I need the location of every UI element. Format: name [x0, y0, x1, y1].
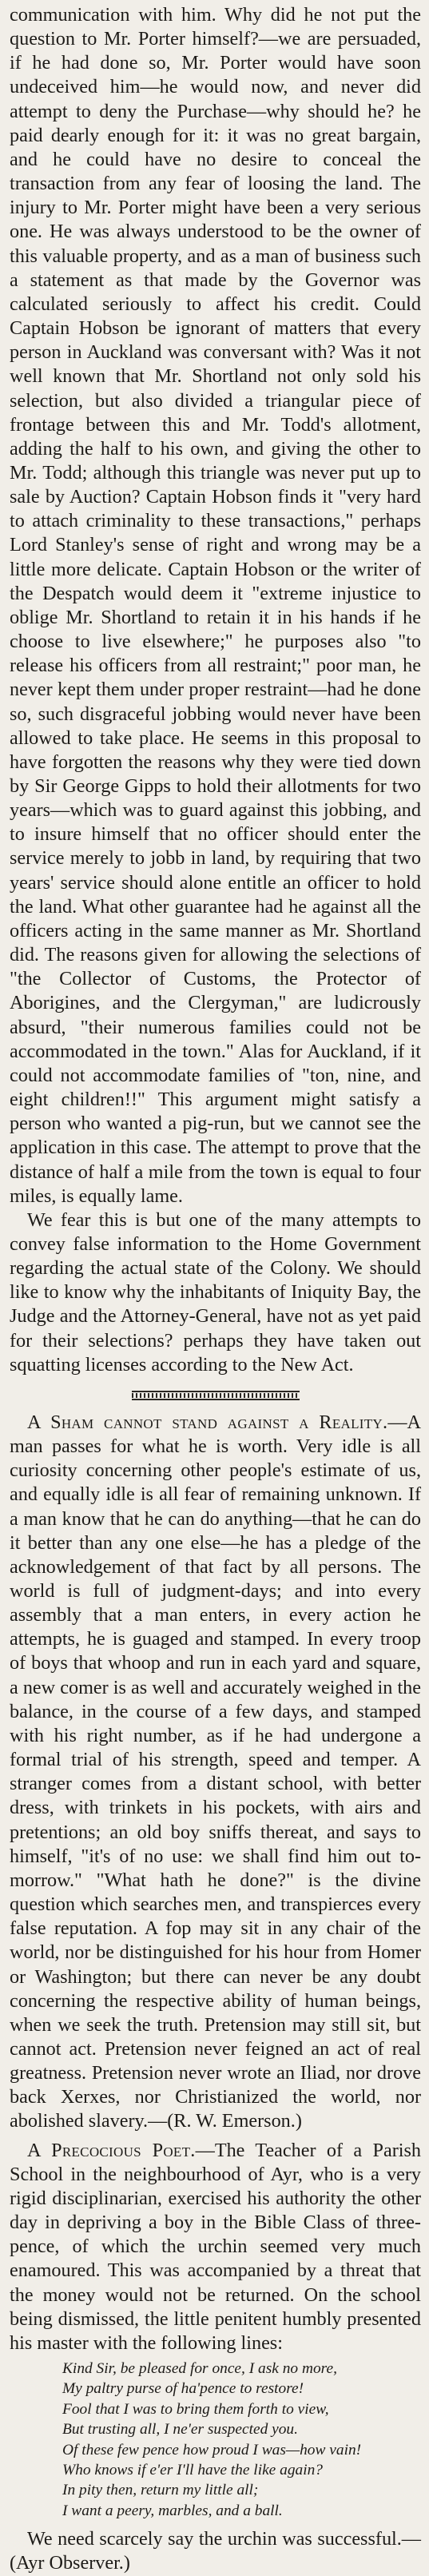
article-sham-reality	[10, 1411, 421, 2134]
poem-line: Kind Sir, be pleased for once, I ask no more,	[62, 2360, 337, 2377]
article-heading: A Precocious Poet.	[27, 2139, 196, 2161]
article-paragraph	[10, 2139, 421, 2355]
article-body: —The Teacher of a Parish School in the neighbourhood of Ayr, who is a very rigid disciplinarian, exercised his authority the other day in depriving a boy in the Bible Class of three-pence, of which the urchin seemed very much enamoured. This was accompanied by a threat that the money would not be returned. On the school being dismissed, the little penitent humbly presented his master with the following lines:	[10, 2139, 421, 2354]
article-heading: A Sham cannot stand against a Reality.	[27, 1411, 388, 1433]
article-paragraph: communication with him. Why did he not put the question to Mr. Porter himself?—we are persuaded, if he had done so, Mr. Porter would have soon undeceived him—he would now, and never did attempt to deny the Purchase—why should he? he paid dearly enough for it: it was no great bargain, and he could have no desire to conceal the transaction from any fear of loosing the land. The injury to Mr. Porter might have been a very serious one. He was always understood to be the owner of this valuable property, and as a man of business such a statement as that made by the Governor was calculated seriously to affect his credit. Could Captain Hobson be ignorant of matters that every person in Auckland was conversant with? Was it not well known that Mr. Shortland not only sold his selection, but also divided a triangular piece of frontage between this and Mr. Todd's allotment, adding the half to his own, and giving the other to Mr. Todd; although this triangle was never put up to sale by Auction? Captain Hobson finds it "very hard to attach criminality to these transactions," perhaps Lord Stanley's sense of right and wrong may be a little more delicate. Captain Hobson or the writer of the Despatch would deem it "extreme injustice to oblige Mr. Shortland to retain it in his hands if he choose to live elsewhere;" he purposes also "to release his officers from all restraint;" poor man, he never kept them under proper restraint—had he done so, such disgraceful jobbing would never have been allowed to take place. He seems in this proposal to have forgotten the reasons why they were tied down by Sir George Gipps to hold their allotments for two years—which was to guard against this jobbing, and to insure himself that no officer should enter the service merely to jobb in land, by requiring that two years' service should alone entitle an officer to hold the land. What other guarantee had he against all the officers acting in the same manner as Mr. Shortland did. The reasons given for allowing the selections of "the Collector of Customs, the Protector of Aborigines, and the Clergyman," are ludicrously absurd, "their numerous families could not be accommodated in the town." Alas for Auckland, if it could not accommodate families of "ton, nine, and eight children!!" This argument might satisfy a person who wanted a pig-run, but we cannot see the application in this case. The attempt to prove that the distance of half a mile from the town is equal to four miles, is equally lame.	[10, 4, 421, 1207]
poem-line: But trusting all, I ne'er suspected you.	[62, 2421, 298, 2439]
poem-line: In pity then, return my little all;	[62, 2482, 259, 2499]
article-paragraph: We fear this is but one of the many attempts to convey false information to the Home Government regarding the actual state of the Colony. We should like to know why the inhabitants of Iniquity Bay, the Judge and the Attorney-General, have not as yet paid for their selections? perhaps they have taken out squatting licenses according to the New Act.	[10, 1208, 421, 1376]
poem-line: Of these few pence how proud I was—how vain!	[62, 2441, 362, 2459]
poem	[62, 2359, 421, 2521]
poem-line: I want a peery, marbles, and a ball.	[62, 2502, 283, 2519]
poem-line: My paltry purse of ha'pence to restore!	[62, 2380, 304, 2398]
poem-line: Who knows if e'er I'll have the like again?	[62, 2462, 324, 2479]
article-body: —A man passes for what he is worth. Very idle is all curiosity concerning other people's estimate of us, and equally idle is all fear of remaining unknown. If a man know that he can do anything—that he can do it better than any one else—he has a pledge of the acknowledgement of that fact by all persons. The world is full of judgment-days; and into every assembly that a man enters, in every action he attempts, he is guaged and stamped. In every troop of boys that whoop and run in each yard and square, a new comer is as well and accurately weighed in the balance, in the course of a few days, and stamped with his right number, as if he had undergone a formal trial of his strength, speed and temper. A stranger comes from a distant school, with better dress, with trinkets in his pockets, with airs and pretentions; an old boy sniffs thereat, and says to himself, "it's of no use: we shall find him out to-morrow." "What hath he done?" is the divine question which searches men, and transpierces every false reputation. A fop may sit in any chair of the world, nor be distinguished for his hour from Homer or Washington; but there can never be any doubt concerning the respective ability of human beings, when we seek the truth. Pretension may still sit, but cannot act. Pretension never feigned an act of real greatness. Pretension never wrote an Iliad, nor drove back Xerxes, nor Christianized the world, nor abolished slavery.—(R. W. Emerson.)	[10, 1411, 421, 2132]
article-hobson-despatch	[10, 3, 421, 1377]
section-divider	[132, 1390, 300, 1401]
article-closing: We need scarcely say the urchin was successful.—(Ayr Observer.)	[10, 2528, 421, 2574]
article-paragraph	[10, 1411, 421, 2134]
article-precocious-poet	[10, 2139, 421, 2576]
poem-line: Fool that I was to bring them forth to view,	[62, 2400, 329, 2418]
